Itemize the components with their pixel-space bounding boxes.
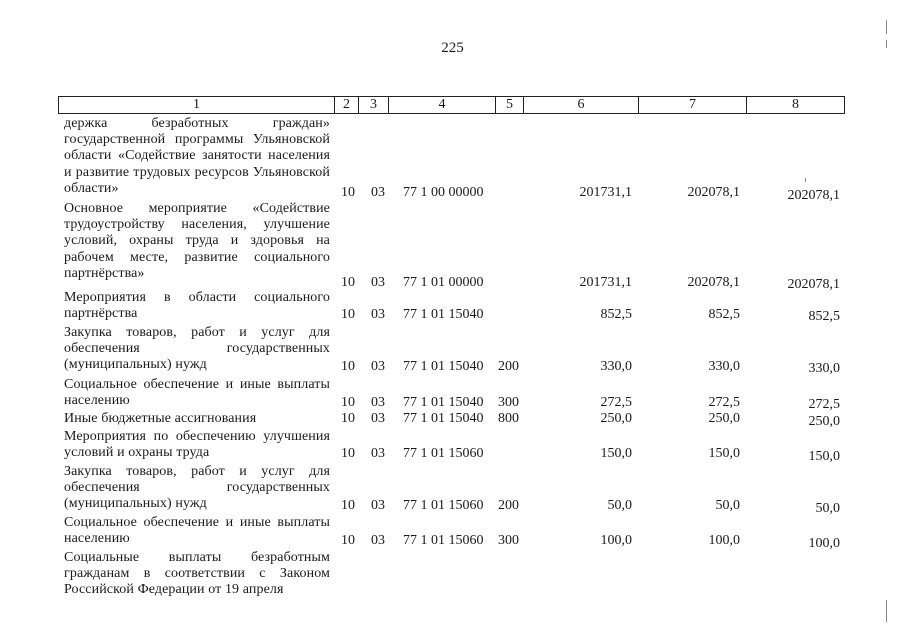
row-value-2024: 100,0 bbox=[600, 533, 632, 548]
row-pr: 03 bbox=[371, 275, 385, 290]
row-value-2024: 201731,1 bbox=[579, 275, 632, 290]
header-col-8: 8 bbox=[792, 97, 799, 112]
row-description: держка безработных граждан» государственной программы Ульяновской области «Содействие занятости населения и развитие трудовых ресурсов Ульяновской области» bbox=[64, 116, 330, 196]
scan-mark bbox=[886, 20, 887, 34]
row-pr: 03 bbox=[371, 498, 385, 513]
row-value-2026: 202078,1 bbox=[787, 277, 840, 292]
row-csr: 77 1 01 00000 bbox=[403, 275, 484, 290]
row-csr: 77 1 01 15060 bbox=[403, 533, 484, 548]
row-pr: 03 bbox=[371, 395, 385, 410]
row-pr: 03 bbox=[371, 411, 385, 426]
row-rz: 10 bbox=[341, 275, 355, 290]
scan-mark bbox=[886, 40, 887, 48]
row-csr: 77 1 00 00000 bbox=[403, 185, 484, 200]
row-value-2024: 250,0 bbox=[600, 411, 632, 426]
row-value-2024: 201731,1 bbox=[579, 185, 632, 200]
header-col-7: 7 bbox=[639, 97, 747, 113]
row-value-2024: 852,5 bbox=[600, 307, 632, 322]
header-col-2: 2 bbox=[335, 97, 359, 113]
row-value-2026: 202078,1 bbox=[787, 188, 840, 203]
row-value-2026: 250,0 bbox=[808, 414, 840, 429]
row-csr: 77 1 01 15040 bbox=[403, 359, 484, 374]
row-value-2024: 150,0 bbox=[600, 446, 632, 461]
row-pr: 03 bbox=[371, 533, 385, 548]
row-pr: 03 bbox=[371, 359, 385, 374]
header-col-3: 3 bbox=[359, 97, 389, 113]
row-rz: 10 bbox=[341, 185, 355, 200]
row-description: Закупка товаров, работ и услуг для обеспечения государственных (муниципальных) нужд bbox=[64, 464, 330, 512]
row-description: Социальные выплаты безработным гражданам в соответствии с Законом Российской Федерации от 19 апреля bbox=[64, 550, 330, 598]
row-value-2025: 250,0 bbox=[708, 411, 740, 426]
row-rz: 10 bbox=[341, 533, 355, 548]
row-description: Мероприятия по обеспечению улучшения условий и охраны труда bbox=[64, 429, 330, 461]
header-col-6: 6 bbox=[524, 97, 639, 113]
table-header bbox=[58, 96, 845, 114]
row-csr: 77 1 01 15060 bbox=[403, 446, 484, 461]
page-number: 225 bbox=[441, 40, 464, 56]
row-description: Мероприятия в области социального партнёрства bbox=[64, 290, 330, 322]
row-rz: 10 bbox=[341, 359, 355, 374]
row-value-2026: 852,5 bbox=[808, 309, 840, 324]
row-vr: 300 bbox=[498, 533, 519, 548]
row-rz: 10 bbox=[341, 307, 355, 322]
row-csr: 77 1 01 15040 bbox=[403, 395, 484, 410]
row-value-2026: 330,0 bbox=[808, 361, 840, 376]
scan-mark bbox=[805, 178, 806, 182]
row-rz: 10 bbox=[341, 395, 355, 410]
row-description: Социальное обеспечение и иные выплаты населению bbox=[64, 515, 330, 547]
row-rz: 10 bbox=[341, 446, 355, 461]
row-value-2025: 330,0 bbox=[708, 359, 740, 374]
row-value-2025: 50,0 bbox=[715, 498, 740, 513]
row-value-2026: 150,0 bbox=[808, 449, 840, 464]
row-pr: 03 bbox=[371, 307, 385, 322]
row-vr: 300 bbox=[498, 395, 519, 410]
header-col-1: 1 bbox=[59, 97, 335, 113]
row-description: Социальное обеспечение и иные выплаты населению bbox=[64, 377, 330, 409]
row-value-2026: 272,5 bbox=[808, 397, 840, 412]
row-value-2026: 100,0 bbox=[808, 536, 840, 551]
row-pr: 03 bbox=[371, 446, 385, 461]
row-value-2025: 272,5 bbox=[708, 395, 740, 410]
row-rz: 10 bbox=[341, 411, 355, 426]
row-description: Закупка товаров, работ и услуг для обеспечения государственных (муниципальных) нужд bbox=[64, 325, 330, 373]
row-csr: 77 1 01 15040 bbox=[403, 411, 484, 426]
row-pr: 03 bbox=[371, 185, 385, 200]
row-description: Основное мероприятие «Содействие трудоустройству населения, улучшение условий, охраны труда и здоровья на рабочем месте, развитие социального партнёрства» bbox=[64, 201, 330, 281]
row-csr: 77 1 01 15060 bbox=[403, 498, 484, 513]
row-value-2025: 852,5 bbox=[708, 307, 740, 322]
row-value-2024: 330,0 bbox=[600, 359, 632, 374]
header-col-4: 4 bbox=[389, 97, 496, 113]
row-value-2024: 50,0 bbox=[607, 498, 632, 513]
row-rz: 10 bbox=[341, 498, 355, 513]
row-vr: 200 bbox=[498, 359, 519, 374]
row-value-2024: 272,5 bbox=[600, 395, 632, 410]
row-value-2025: 202078,1 bbox=[687, 185, 740, 200]
row-value-2025: 100,0 bbox=[708, 533, 740, 548]
row-csr: 77 1 01 15040 bbox=[403, 307, 484, 322]
row-value-2026: 50,0 bbox=[815, 501, 840, 516]
row-value-2025: 202078,1 bbox=[687, 275, 740, 290]
row-description: Иные бюджетные ассигнования bbox=[64, 411, 257, 426]
header-col-5: 5 bbox=[496, 97, 524, 113]
row-value-2025: 150,0 bbox=[708, 446, 740, 461]
row-vr: 200 bbox=[498, 498, 519, 513]
scan-mark bbox=[886, 600, 887, 622]
row-vr: 800 bbox=[498, 411, 519, 426]
